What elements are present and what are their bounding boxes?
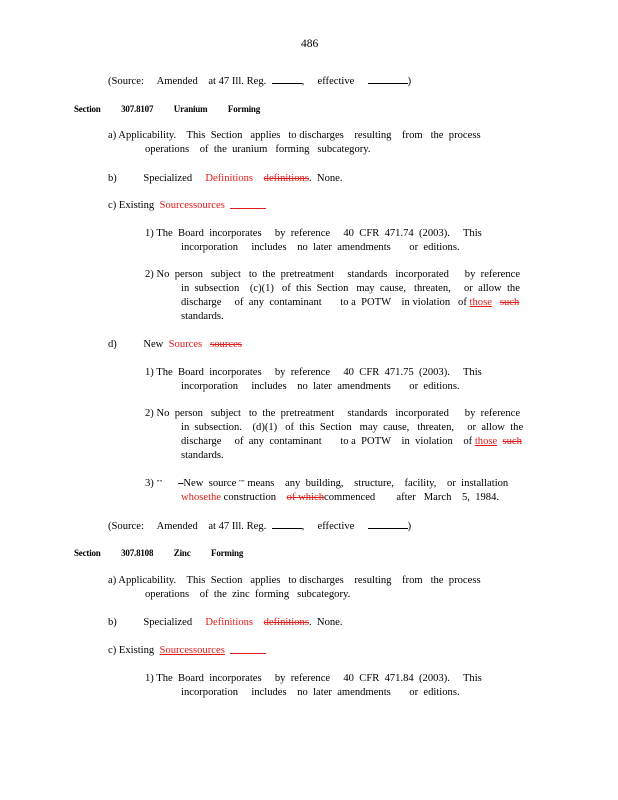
existing-item-2-line-1: 2) No person subject to the pretreatment standards incorporated by reference [145,269,521,280]
new-item-2-line-3: discharge of any contaminant to a POTW in violation of those such [181,436,522,447]
existing-item-1-line-1: 1) The Board incorporates by reference 40 CFR 471.74 (2003). This [145,228,482,239]
source-note-top: (Source: Amended at 47 Ill. Reg. , effective ) [108,76,412,87]
new-sources-heading: d) New Sources sources [108,339,242,350]
zinc-existing-sources-heading: c) Existing Sourcessources [108,644,266,657]
source-note-mid: (Source: Amended at 47 Ill. Reg. , effective ) [108,521,412,532]
new-item-3-line-2: whosethe construction of whichcommenced after March 5, 1984. [181,492,500,503]
zinc-applicability-line-1: a) Applicability. This Section applies to discharges resulting from the process [108,575,481,586]
zinc-existing-item-1-line-2: incorporation includes no later amendments or editions. [181,687,460,698]
new-item-2-line-2: in subsection. (d)(1) of this Section may cause, threaten, or allow the [181,422,524,433]
new-item-1-line-2: incorporation includes no later amendments or editions. [181,381,460,392]
new-item-2-line-4: standards. [181,450,224,461]
existing-sources-heading: c) Existing Sourcessources [108,199,266,212]
existing-item-2-line-2: in subsection (c)(1) of this Section may cause, threaten, or allow the [181,283,520,294]
new-item-2-line-1: 2) No person subject to the pretreatment standards incorporated by reference [145,408,521,419]
existing-item-1-line-2: incorporation includes no later amendments or editions. [181,242,460,253]
specialized-definitions: b) Specialized Definitions definitions. None. [108,173,343,184]
applicability-line-2: operations of the uranium forming subcategory. [145,144,371,155]
page-number: 486 [301,38,319,50]
applicability-line-1: a) Applicability. This Section applies to discharges resulting from the process [108,130,481,141]
zinc-existing-item-1-line-1: 1) The Board incorporates by reference 40 CFR 471.84 (2003). This [145,673,482,684]
section-heading-8108: Section 307.8108 Zinc Forming [74,548,244,558]
existing-item-2-line-3: discharge of any contaminant to a POTW in violation of those such [181,297,520,308]
new-item-3-line-1: 3) "" –New source "" means any building, structure, facility, or installation [145,478,509,489]
zinc-applicability-line-2: operations of the zinc forming subcategory. [145,589,351,600]
section-heading-8107: Section 307.8107 Uranium Forming [74,104,261,114]
existing-item-2-line-4: standards. [181,311,224,322]
zinc-specialized-definitions: b) Specialized Definitions definitions. None. [108,617,343,628]
new-item-1-line-1: 1) The Board incorporates by reference 40 CFR 471.75 (2003). This [145,367,482,378]
